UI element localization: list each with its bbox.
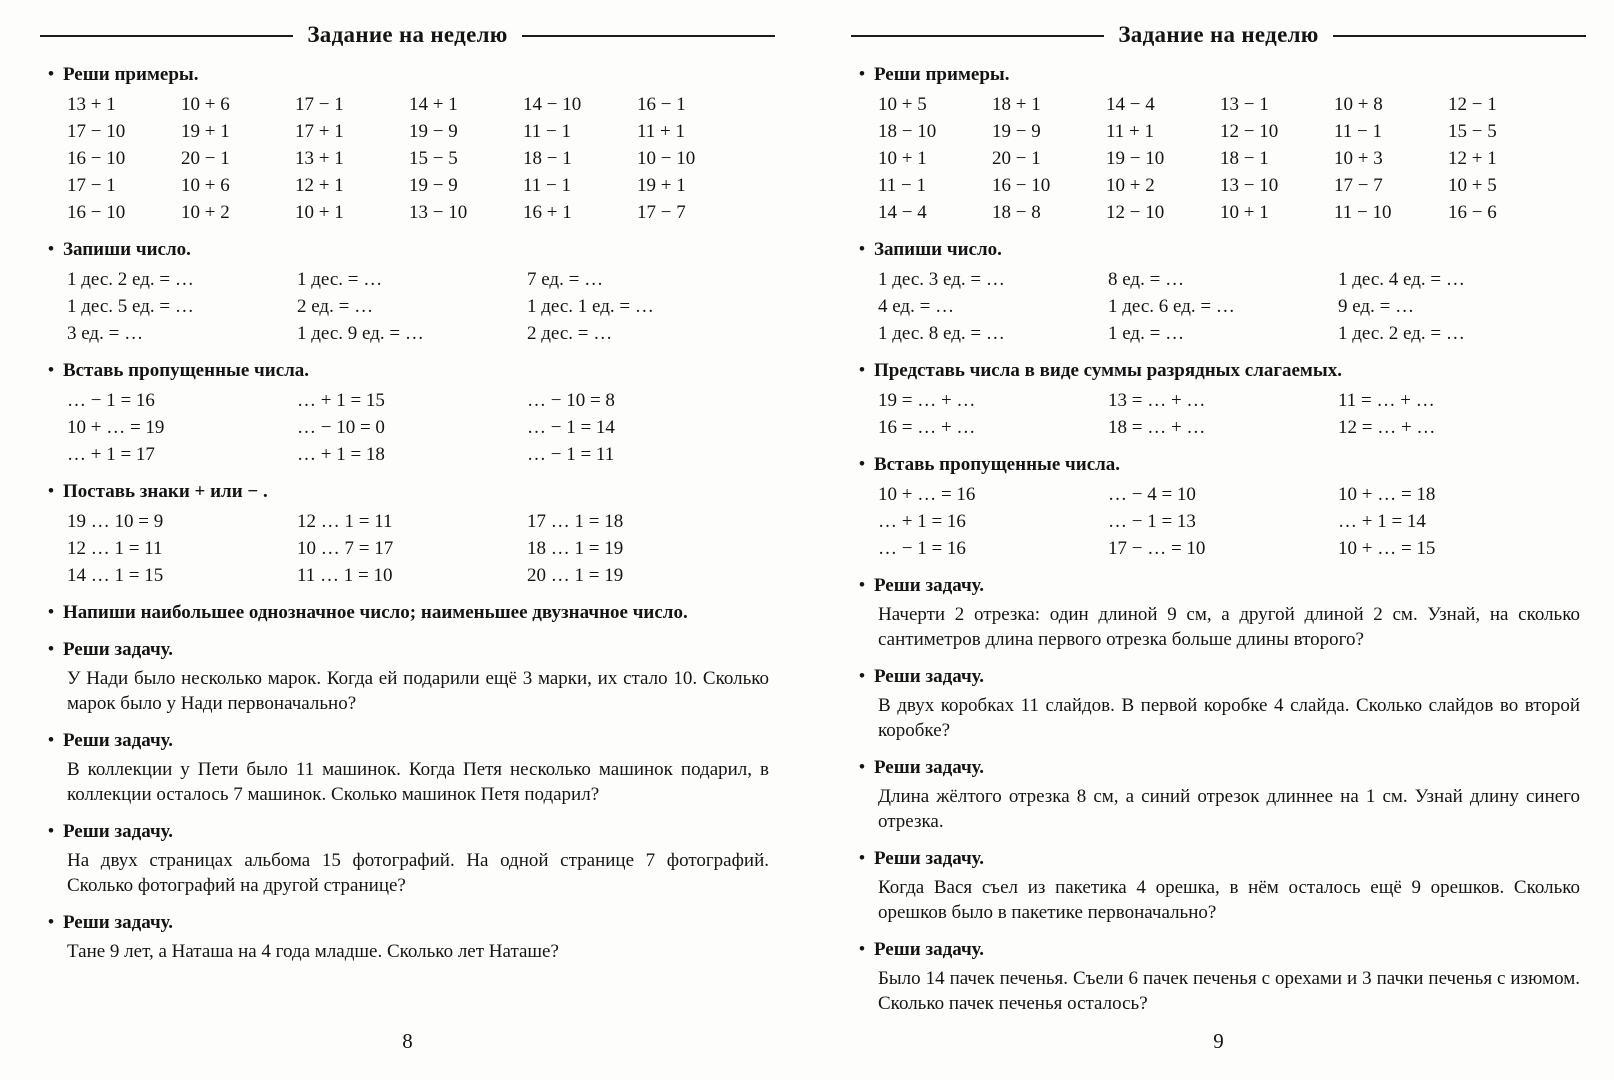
exercise-item: 10 + … = 18 <box>1338 484 1436 505</box>
exercise-item: 1 дес. 6 ед. = … <box>1108 296 1235 317</box>
bullet-icon: • <box>859 939 865 958</box>
section-head <box>40 820 775 844</box>
section-1-1 <box>40 63 775 225</box>
page-title-text: Задание на неделю <box>307 22 508 47</box>
section-head <box>851 665 1586 689</box>
section-head <box>851 359 1586 383</box>
exercise-item: 16 − 10 <box>67 202 126 223</box>
exercise-item: 19 − 10 <box>1106 148 1165 169</box>
exercise-item: 10 + … = 19 <box>67 417 165 438</box>
bullet-icon: • <box>48 912 54 931</box>
exercise-item: … − 10 = 0 <box>297 417 385 438</box>
bullet-icon: • <box>48 239 54 258</box>
exercise-item: 10 + 6 <box>181 175 230 196</box>
exercise-item: 12 + 1 <box>1448 148 1497 169</box>
bullet-icon: • <box>48 481 54 500</box>
section-1-4 <box>40 480 775 588</box>
exercise-item: 13 + 1 <box>67 94 116 115</box>
exercise-item: 20 − 1 <box>181 148 230 169</box>
section-2-7 <box>851 756 1586 834</box>
section-heading: Реши задачу. <box>873 575 985 596</box>
exercise-item: 13 − 10 <box>1220 175 1279 196</box>
exercise-item: 18 = … + … <box>1108 417 1206 438</box>
bullet-icon: • <box>48 602 54 621</box>
exercise-item: 17 − 7 <box>637 202 686 223</box>
section-heading: Реши задачу. <box>62 639 174 660</box>
section-1-2 <box>40 238 775 346</box>
exercise-item: 18 − 8 <box>992 202 1041 223</box>
exercise-item: … − 1 = 13 <box>1108 511 1196 532</box>
page-number: 8 <box>402 1029 413 1053</box>
exercise-grid <box>67 389 775 467</box>
bullet-icon: • <box>859 360 865 379</box>
page-title <box>40 22 775 48</box>
exercise-item: 17 − 1 <box>67 175 116 196</box>
task-text: Длина жёлтого отрезка 8 см, а синий отрезок длиннее на 1 см. Узнай длину синего отрезка. <box>878 786 1580 832</box>
section-heading: Напиши наибольшее однозначное число; наименьшее двузначное число. <box>62 602 688 623</box>
section-heading: Реши задачу. <box>62 912 174 933</box>
task-text: Тане 9 лет, а Наташа на 4 года младше. Сколько лет Наташе? <box>67 941 559 962</box>
exercise-item: 1 дес. 8 ед. = … <box>878 323 1005 344</box>
exercise-item: … + 1 = 15 <box>297 390 385 411</box>
exercise-item: 14 … 1 = 15 <box>67 565 164 586</box>
exercise-item: 19 − 9 <box>409 175 458 196</box>
section-heading: Запиши число. <box>62 239 191 260</box>
exercise-item: 2 дес. = … <box>527 323 613 344</box>
exercise-item: 10 … 7 = 17 <box>297 538 394 559</box>
section-1-3 <box>40 359 775 467</box>
bullet-icon: • <box>48 360 54 379</box>
task-text: Когда Вася съел из пакетика 4 орешка, в нём осталось ещё 9 орешков. Сколько орешков было в пакетике первоначально? <box>878 877 1580 923</box>
exercise-item: 10 + 3 <box>1334 148 1383 169</box>
exercise-item: 19 + 1 <box>181 121 230 142</box>
page <box>851 14 1586 1066</box>
exercise-item: 10 + 1 <box>295 202 344 223</box>
exercise-item: 14 − 4 <box>1106 94 1155 115</box>
exercise-item: 11 … 1 = 10 <box>297 565 393 586</box>
exercise-item: 1 дес. 3 ед. = … <box>878 269 1005 290</box>
exercise-item: 3 ед. = … <box>67 323 144 344</box>
bullet-icon: • <box>859 64 865 83</box>
exercise-item: 18 − 1 <box>523 148 572 169</box>
section-head <box>851 63 1586 87</box>
bullet-icon: • <box>859 666 865 685</box>
section-2-5 <box>851 574 1586 652</box>
exercise-item: 16 − 10 <box>67 148 126 169</box>
bullet-icon: • <box>859 239 865 258</box>
bullet-icon: • <box>48 64 54 83</box>
exercise-item: 14 − 10 <box>523 94 582 115</box>
exercise-item: 10 + 6 <box>181 94 230 115</box>
exercise-item: 19 − 9 <box>409 121 458 142</box>
bullet-icon: • <box>859 454 865 473</box>
section-heading: Реши примеры. <box>873 64 1010 85</box>
exercise-item: 13 = … + … <box>1108 390 1206 411</box>
exercise-item: 18 − 10 <box>878 121 937 142</box>
exercise-item: 1 дес. = … <box>297 269 383 290</box>
exercise-item: 17 − 1 <box>295 94 344 115</box>
bullet-icon: • <box>48 639 54 658</box>
exercise-item: … + 1 = 16 <box>878 511 966 532</box>
exercise-item: … + 1 = 14 <box>1338 511 1426 532</box>
exercise-item: 2 ед. = … <box>297 296 374 317</box>
exercise-item: 10 + 2 <box>1106 175 1155 196</box>
exercise-item: 10 + 2 <box>181 202 230 223</box>
section-2-2 <box>851 238 1586 346</box>
section-heading: Вставь пропущенные числа. <box>62 360 310 381</box>
page-title <box>851 22 1586 48</box>
section-heading: Реши задачу. <box>873 939 985 960</box>
exercise-item: 12 − 10 <box>1106 202 1165 223</box>
task-text: Было 14 пачек печенья. Съели 6 пачек печенья с орехами и 3 пачки печенья с изюмом. Сколько пачек печенья осталось? <box>878 968 1580 1014</box>
page-title-text: Задание на неделю <box>1118 22 1319 47</box>
section-head <box>40 601 775 625</box>
section-2-4 <box>851 453 1586 561</box>
exercise-item: 17 − 10 <box>67 121 126 142</box>
task-text: У Нади было несколько марок. Когда ей подарили ещё 3 марки, их стало 10. Сколько марок было у Нади первоначально? <box>67 668 769 714</box>
exercise-item: 10 + 8 <box>1334 94 1383 115</box>
section-head <box>851 938 1586 962</box>
section-head <box>40 480 775 504</box>
exercise-item: 17 − 7 <box>1334 175 1383 196</box>
section-1-8 <box>40 820 775 898</box>
exercise-item: 19 + 1 <box>637 175 686 196</box>
exercise-item: 18 + 1 <box>992 94 1041 115</box>
task-text: В двух коробках 11 слайдов. В первой коробке 4 слайда. Сколько слайдов во второй коробке? <box>878 695 1580 741</box>
exercise-item: 19 − 9 <box>992 121 1041 142</box>
bullet-icon: • <box>859 757 865 776</box>
section-head <box>40 63 775 87</box>
exercise-item: 19 = … + … <box>878 390 976 411</box>
exercise-item: 13 − 10 <box>409 202 468 223</box>
section-2-3 <box>851 359 1586 440</box>
exercise-item: 16 − 1 <box>637 94 686 115</box>
exercise-grid <box>878 483 1586 561</box>
exercise-item: 1 дес. 2 ед. = … <box>1338 323 1465 344</box>
exercise-grid <box>67 268 775 346</box>
exercise-item: 16 = … + … <box>878 417 976 438</box>
exercise-item: 10 + 1 <box>1220 202 1269 223</box>
exercise-item: 11 + 1 <box>1106 121 1155 142</box>
exercise-item: 10 − 10 <box>637 148 696 169</box>
section-head <box>40 729 775 753</box>
exercise-item: … − 1 = 11 <box>527 444 615 465</box>
exercise-item: 10 + … = 15 <box>1338 538 1436 559</box>
exercise-item: 18 … 1 = 19 <box>527 538 624 559</box>
exercise-item: 15 − 5 <box>1448 121 1497 142</box>
section-heading: Представь числа в виде суммы разрядных слагаемых. <box>873 360 1342 381</box>
exercise-item: 11 + 1 <box>637 121 686 142</box>
section-heading: Реши задачу. <box>873 666 985 687</box>
exercise-item: … − 10 = 8 <box>527 390 615 411</box>
section-heading: Реши примеры. <box>62 64 199 85</box>
exercise-grid <box>67 93 775 225</box>
bullet-icon: • <box>48 730 54 749</box>
task-text: В коллекции у Пети было 11 машинок. Когда Петя несколько машинок подарил, в коллекции осталось 7 машинок. Сколько машинок Петя подарил? <box>67 759 769 805</box>
exercise-item: 1 дес. 1 ед. = … <box>527 296 654 317</box>
exercise-grid <box>878 389 1586 440</box>
bullet-icon: • <box>48 821 54 840</box>
exercise-item: 1 дес. 5 ед. = … <box>67 296 194 317</box>
exercise-item: 1 дес. 9 ед. = … <box>297 323 424 344</box>
section-1-9 <box>40 911 775 964</box>
exercise-item: 16 − 10 <box>992 175 1051 196</box>
exercise-item: 8 ед. = … <box>1108 269 1185 290</box>
exercise-item: 12 + 1 <box>295 175 344 196</box>
exercise-item: 10 + 5 <box>1448 175 1497 196</box>
exercise-item: … + 1 = 17 <box>67 444 155 465</box>
exercise-item: 11 − 1 <box>523 121 572 142</box>
exercise-item: 11 − 1 <box>523 175 572 196</box>
exercise-item: … − 1 = 16 <box>878 538 966 559</box>
exercise-item: 7 ед. = … <box>527 269 604 290</box>
exercise-item: 16 − 6 <box>1448 202 1497 223</box>
exercise-item: 17 + 1 <box>295 121 344 142</box>
exercise-item: 11 − 1 <box>1334 121 1383 142</box>
exercise-item: 20 − 1 <box>992 148 1041 169</box>
exercise-item: … + 1 = 18 <box>297 444 385 465</box>
section-heading: Вставь пропущенные числа. <box>873 454 1121 475</box>
exercise-item: 12 − 10 <box>1220 121 1279 142</box>
exercise-item: 11 − 10 <box>1334 202 1392 223</box>
exercise-item: 1 дес. 4 ед. = … <box>1338 269 1465 290</box>
section-1-7 <box>40 729 775 807</box>
exercise-item: 11 = … + … <box>1338 390 1435 411</box>
exercise-item: 14 + 1 <box>409 94 458 115</box>
exercise-item: 1 ед. = … <box>1108 323 1185 344</box>
section-2-9 <box>851 938 1586 1016</box>
exercise-item: 16 + 1 <box>523 202 572 223</box>
section-1-5 <box>40 601 775 625</box>
section-2-6 <box>851 665 1586 743</box>
section-head <box>851 847 1586 871</box>
section-1-6 <box>40 638 775 716</box>
exercise-grid <box>878 268 1586 346</box>
section-heading: Реши задачу. <box>62 821 174 842</box>
sections <box>851 50 1586 1016</box>
exercise-item: 13 − 1 <box>1220 94 1269 115</box>
exercise-item: 14 − 4 <box>878 202 927 223</box>
page <box>40 14 775 1066</box>
exercise-item: 17 − … = 10 <box>1108 538 1206 559</box>
exercise-item: 1 дес. 2 ед. = … <box>67 269 194 290</box>
task-text: На двух страницах альбома 15 фотографий. На одной странице 7 фотографий. Сколько фотографий на другой странице? <box>67 850 769 896</box>
sections <box>40 50 775 964</box>
exercise-grid <box>878 93 1586 225</box>
exercise-item: 10 + 1 <box>878 148 927 169</box>
section-heading: Реши задачу. <box>62 730 174 751</box>
page-number: 9 <box>1213 1029 1224 1053</box>
section-2-8 <box>851 847 1586 925</box>
section-head <box>851 238 1586 262</box>
section-head <box>851 453 1586 477</box>
exercise-item: 12 = … + … <box>1338 417 1436 438</box>
section-head <box>40 359 775 383</box>
exercise-item: 12 … 1 = 11 <box>297 511 393 532</box>
section-head <box>851 756 1586 780</box>
exercise-item: 9 ед. = … <box>1338 296 1415 317</box>
exercise-item: … − 1 = 16 <box>67 390 155 411</box>
section-heading: Реши задачу. <box>873 757 985 778</box>
bullet-icon: • <box>859 848 865 867</box>
section-head <box>851 574 1586 598</box>
exercise-item: 17 … 1 = 18 <box>527 511 624 532</box>
exercise-item: 12 … 1 = 11 <box>67 538 163 559</box>
section-heading: Реши задачу. <box>873 848 985 869</box>
section-head <box>40 911 775 935</box>
exercise-item: 10 + 5 <box>878 94 927 115</box>
section-2-1 <box>851 63 1586 225</box>
exercise-item: 4 ед. = … <box>878 296 955 317</box>
exercise-item: 10 + … = 16 <box>878 484 976 505</box>
section-heading: Поставь знаки + или − . <box>62 481 268 502</box>
exercise-item: … − 4 = 10 <box>1108 484 1196 505</box>
exercise-item: 11 − 1 <box>878 175 927 196</box>
bullet-icon: • <box>859 575 865 594</box>
section-heading: Запиши число. <box>873 239 1002 260</box>
exercise-item: 12 − 1 <box>1448 94 1497 115</box>
exercise-item: 20 … 1 = 19 <box>527 565 624 586</box>
exercise-item: 19 … 10 = 9 <box>67 511 164 532</box>
section-head <box>40 638 775 662</box>
exercise-item: 15 − 5 <box>409 148 458 169</box>
exercise-grid <box>67 510 775 588</box>
exercise-item: … − 1 = 14 <box>527 417 615 438</box>
exercise-item: 18 − 1 <box>1220 148 1269 169</box>
task-text: Начерти 2 отрезка: один длиной 9 см, а другой длиной 2 см. Узнай, на сколько сантиметров длина первого отрезка больше длины второго? <box>878 604 1580 650</box>
section-head <box>40 238 775 262</box>
exercise-item: 13 + 1 <box>295 148 344 169</box>
